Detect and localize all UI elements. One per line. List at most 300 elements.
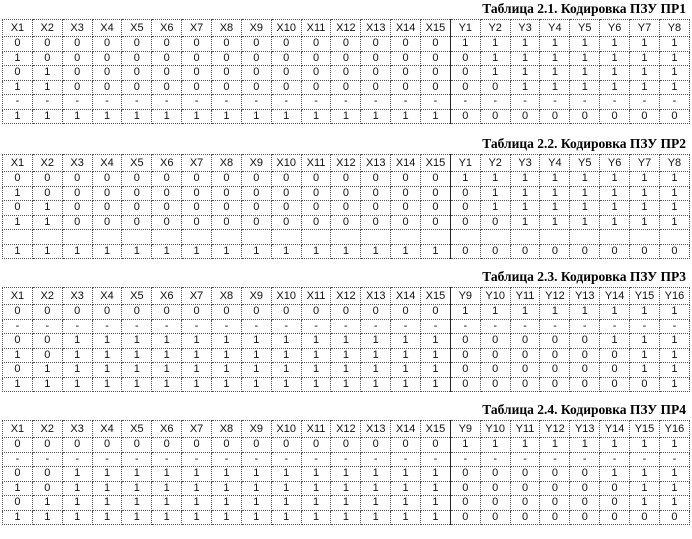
table-cell: - — [421, 319, 451, 334]
table-cell: 0 — [331, 80, 361, 95]
table-cell: 0 — [331, 201, 361, 216]
column-header: Y14 — [600, 288, 630, 305]
table-cell: 0 — [32, 305, 62, 320]
table-header-row — [3, 20, 690, 37]
table-cell: 1 — [540, 172, 570, 187]
table-cell: 0 — [3, 438, 33, 453]
table-cell: 1 — [212, 467, 242, 482]
table-cell: - — [301, 319, 331, 334]
table-cell: 0 — [361, 80, 391, 95]
table-cell: 1 — [630, 348, 660, 363]
table-cell: - — [600, 95, 630, 110]
table-cell: 0 — [182, 172, 212, 187]
table-cell: 0 — [122, 51, 152, 66]
column-header: X2 — [32, 288, 62, 305]
table-cell: 0 — [361, 305, 391, 320]
table-cell: 0 — [241, 172, 271, 187]
table-cell: 1 — [659, 467, 689, 482]
table-cell: 1 — [630, 80, 660, 95]
table-cell: 1 — [391, 363, 421, 378]
table-cell: 0 — [301, 186, 331, 201]
table-cell: 0 — [331, 305, 361, 320]
table-cell: 0 — [32, 438, 62, 453]
table-cell: 1 — [331, 363, 361, 378]
table-cell: 1 — [212, 363, 242, 378]
table-cell: 0 — [122, 80, 152, 95]
table-cell: 0 — [62, 66, 92, 81]
table-cell: 0 — [421, 51, 451, 66]
table-cell: 0 — [32, 51, 62, 66]
table-cell: 0 — [3, 467, 33, 482]
table-cell: 1 — [540, 305, 570, 320]
table-row — [3, 186, 690, 201]
table-cell: 0 — [540, 496, 570, 511]
table-cell: 0 — [450, 201, 480, 216]
table-cell: 0 — [32, 334, 62, 349]
table-cell: 1 — [540, 438, 570, 453]
table-cell: 0 — [241, 80, 271, 95]
table-cell: 0 — [570, 363, 600, 378]
table-cell: - — [3, 95, 33, 110]
table-cell: 0 — [62, 51, 92, 66]
table-cell: 0 — [510, 481, 540, 496]
column-header: X14 — [391, 20, 421, 37]
table-cell: 1 — [182, 510, 212, 525]
column-header: Y16 — [659, 288, 689, 305]
table-cell: 0 — [152, 438, 182, 453]
table-cell: - — [630, 95, 660, 110]
table-cell: 0 — [32, 172, 62, 187]
table-cell: - — [271, 95, 301, 110]
column-header: X5 — [122, 421, 152, 438]
column-header: X4 — [92, 421, 122, 438]
table-cell: 0 — [600, 377, 630, 392]
table-cell: 0 — [421, 215, 451, 230]
table-cell: 1 — [659, 37, 689, 52]
column-header: Y3 — [510, 20, 540, 37]
table-cell: 0 — [212, 37, 242, 52]
table-cell: 1 — [182, 348, 212, 363]
table-cell: 1 — [92, 109, 122, 124]
table-cell: 1 — [241, 496, 271, 511]
table-cell: 1 — [361, 334, 391, 349]
table-cell: 1 — [212, 377, 242, 392]
table-cell: 0 — [391, 172, 421, 187]
table-cell: 1 — [92, 377, 122, 392]
column-header: X13 — [361, 421, 391, 438]
table-cell: 0 — [361, 186, 391, 201]
table-cell: 1 — [600, 438, 630, 453]
table-cell: 1 — [510, 305, 540, 320]
table-cell: 1 — [361, 244, 391, 259]
column-header: Y6 — [600, 20, 630, 37]
table-cell: 1 — [241, 109, 271, 124]
table-cell: - — [659, 452, 689, 467]
table-cell: 1 — [3, 186, 33, 201]
table-row — [3, 319, 690, 334]
table-cell: 0 — [659, 109, 689, 124]
table-cell: 0 — [540, 467, 570, 482]
table-cell: 0 — [271, 201, 301, 216]
table-cell: 1 — [32, 66, 62, 81]
table-cell: 1 — [32, 510, 62, 525]
table-cell: 1 — [540, 51, 570, 66]
table-cell: 1 — [152, 334, 182, 349]
table-cell: 0 — [212, 80, 242, 95]
table-cell: 0 — [361, 201, 391, 216]
table-cell: 1 — [630, 305, 660, 320]
table-cell: 0 — [122, 66, 152, 81]
table-cell: 1 — [630, 481, 660, 496]
table-cell — [510, 230, 540, 245]
table-cell: 0 — [212, 438, 242, 453]
column-header: X5 — [122, 288, 152, 305]
table-row — [3, 201, 690, 216]
table-cell: 1 — [301, 377, 331, 392]
table-cell: 0 — [600, 348, 630, 363]
table-cell: 1 — [391, 334, 421, 349]
table-cell: - — [122, 319, 152, 334]
table-cell: - — [122, 452, 152, 467]
table-cell: 0 — [152, 215, 182, 230]
column-header: Y9 — [450, 421, 480, 438]
table-cell: 0 — [510, 334, 540, 349]
table-cell: 0 — [510, 377, 540, 392]
table-row — [3, 51, 690, 66]
table-cell: 0 — [122, 215, 152, 230]
table-cell: 0 — [241, 201, 271, 216]
table-cell: 1 — [391, 481, 421, 496]
table-cell: 0 — [241, 186, 271, 201]
table-cell: 1 — [540, 80, 570, 95]
table-cell: 0 — [540, 334, 570, 349]
table-cell: 0 — [301, 215, 331, 230]
column-header: X2 — [32, 421, 62, 438]
table-cell: 1 — [241, 377, 271, 392]
column-header: X3 — [62, 20, 92, 37]
table-cell: 1 — [570, 438, 600, 453]
table-cell: - — [391, 452, 421, 467]
column-header: X10 — [271, 155, 301, 172]
table-cell: 0 — [32, 467, 62, 482]
table-cell: - — [540, 452, 570, 467]
table-cell: 1 — [659, 172, 689, 187]
table-cell: 1 — [3, 481, 33, 496]
table-cell: 0 — [62, 172, 92, 187]
table-cell: 1 — [331, 481, 361, 496]
table-cell: 0 — [182, 80, 212, 95]
table-cell: 0 — [92, 305, 122, 320]
column-header: Y1 — [450, 155, 480, 172]
table-cell: - — [182, 319, 212, 334]
table-cell: 0 — [301, 201, 331, 216]
table-cell — [659, 230, 689, 245]
table-cell: 1 — [182, 496, 212, 511]
table-cell: 1 — [540, 201, 570, 216]
table-cell: 0 — [152, 51, 182, 66]
table-cell: - — [62, 452, 92, 467]
table-cell: - — [3, 452, 33, 467]
table-row — [3, 377, 690, 392]
table-cell: 1 — [570, 186, 600, 201]
table-cell: 1 — [3, 244, 33, 259]
table-cell: 1 — [152, 244, 182, 259]
table-cell: 1 — [450, 172, 480, 187]
table-cell: - — [570, 452, 600, 467]
table-cell: 0 — [510, 496, 540, 511]
column-header: Y8 — [659, 155, 689, 172]
table-cell: 0 — [92, 172, 122, 187]
table-1-title: Таблица 2.1. Кодировка ПЗУ ПР1 — [482, 1, 686, 16]
table-cell: 0 — [421, 37, 451, 52]
table-cell: 0 — [301, 438, 331, 453]
table-cell: 1 — [659, 186, 689, 201]
table-cell: 0 — [62, 80, 92, 95]
table-cell: 1 — [62, 348, 92, 363]
table-cell: - — [331, 319, 361, 334]
table-cell: 0 — [271, 186, 301, 201]
table-cell: 1 — [122, 467, 152, 482]
table-cell: 1 — [32, 201, 62, 216]
table-cell: 1 — [421, 244, 451, 259]
table-cell: 0 — [450, 80, 480, 95]
table-cell: - — [271, 319, 301, 334]
table-cell: - — [480, 319, 510, 334]
column-header: X12 — [331, 155, 361, 172]
table-cell: 0 — [182, 305, 212, 320]
table-row — [3, 66, 690, 81]
table-cell: 1 — [92, 510, 122, 525]
table-cell: 0 — [301, 172, 331, 187]
column-header: Y16 — [659, 421, 689, 438]
table-cell: 0 — [480, 244, 510, 259]
table-cell: 0 — [480, 348, 510, 363]
table-cell: 0 — [421, 172, 451, 187]
column-header: X15 — [421, 421, 451, 438]
table-1 — [2, 19, 690, 124]
table-row — [3, 215, 690, 230]
table-row — [3, 230, 690, 245]
table-cell: - — [450, 452, 480, 467]
table-cell: 1 — [570, 305, 600, 320]
table-cell: 1 — [570, 37, 600, 52]
table-cell: 0 — [122, 201, 152, 216]
table-cell — [122, 230, 152, 245]
table-cell: - — [241, 95, 271, 110]
table-cell: - — [659, 319, 689, 334]
table-cell: 0 — [450, 109, 480, 124]
table-header-row — [3, 155, 690, 172]
table-cell: 0 — [480, 334, 510, 349]
table-cell — [331, 230, 361, 245]
table-cell: 0 — [570, 467, 600, 482]
table-cell: 1 — [391, 467, 421, 482]
table-cell: 1 — [391, 348, 421, 363]
table-cell: 0 — [510, 244, 540, 259]
table-cell: 0 — [450, 481, 480, 496]
table-cell: 1 — [570, 66, 600, 81]
table-cell: 1 — [62, 510, 92, 525]
table-cell: 0 — [271, 80, 301, 95]
table-cell: 0 — [600, 496, 630, 511]
table-cell: 0 — [540, 244, 570, 259]
table-cell: 0 — [659, 244, 689, 259]
column-header: X9 — [241, 421, 271, 438]
table-cell: 1 — [540, 215, 570, 230]
table-cell — [450, 230, 480, 245]
table-cell: 0 — [540, 348, 570, 363]
table-cell: 1 — [659, 377, 689, 392]
table-cell: 1 — [92, 467, 122, 482]
column-header: X11 — [301, 155, 331, 172]
column-header: Y4 — [540, 155, 570, 172]
table-cell: - — [271, 452, 301, 467]
table-cell: 0 — [3, 363, 33, 378]
table-cell — [301, 230, 331, 245]
table-cell: 0 — [540, 481, 570, 496]
table-cell — [480, 230, 510, 245]
column-header: X5 — [122, 20, 152, 37]
table-cell: 0 — [271, 438, 301, 453]
table-cell: 0 — [480, 510, 510, 525]
table-cell: 0 — [92, 51, 122, 66]
table-cell: 0 — [630, 109, 660, 124]
table-cell: 0 — [331, 51, 361, 66]
table-cell: 0 — [570, 510, 600, 525]
table-cell: 1 — [391, 377, 421, 392]
column-header: Y4 — [540, 20, 570, 37]
table-cell: 0 — [92, 66, 122, 81]
table-cell: 1 — [212, 244, 242, 259]
table-cell: 0 — [32, 37, 62, 52]
table-cell: - — [32, 95, 62, 110]
table-cell: - — [241, 319, 271, 334]
column-header: X14 — [391, 421, 421, 438]
table-cell: 1 — [152, 510, 182, 525]
column-header: Y6 — [600, 155, 630, 172]
table-cell: 1 — [271, 348, 301, 363]
table-cell: 0 — [271, 51, 301, 66]
table-cell: 0 — [271, 37, 301, 52]
column-header: X11 — [301, 421, 331, 438]
table-cell: 1 — [630, 496, 660, 511]
column-header: Y12 — [540, 288, 570, 305]
table-cell: 1 — [480, 172, 510, 187]
table-cell: 0 — [32, 481, 62, 496]
column-header: Y3 — [510, 155, 540, 172]
table-cell: 0 — [391, 186, 421, 201]
table-row — [3, 37, 690, 52]
table-cell: 0 — [450, 467, 480, 482]
table-cell: 1 — [659, 481, 689, 496]
column-header: Y13 — [570, 288, 600, 305]
table-cell: 0 — [510, 510, 540, 525]
table-cell: 1 — [331, 244, 361, 259]
table-cell: 1 — [152, 496, 182, 511]
table-cell: 1 — [659, 348, 689, 363]
table-cell: 1 — [480, 201, 510, 216]
table-cell: 1 — [301, 510, 331, 525]
table-header-row — [3, 421, 690, 438]
table-cell: 1 — [92, 244, 122, 259]
table-cell: 0 — [450, 186, 480, 201]
table-cell: 0 — [152, 80, 182, 95]
table-cell — [92, 230, 122, 245]
column-header: X10 — [271, 421, 301, 438]
table-cell: 0 — [62, 215, 92, 230]
table-cell: - — [301, 452, 331, 467]
column-header: X15 — [421, 288, 451, 305]
column-header: X8 — [212, 155, 242, 172]
table-cell: 1 — [570, 201, 600, 216]
table-cell: 0 — [480, 481, 510, 496]
table-cell: - — [659, 95, 689, 110]
table-cell: 0 — [421, 80, 451, 95]
table-cell: 0 — [212, 66, 242, 81]
table-cell: 0 — [182, 438, 212, 453]
table-cell: 1 — [421, 496, 451, 511]
table-cell — [421, 230, 451, 245]
table-cell: - — [32, 452, 62, 467]
table-cell: - — [450, 319, 480, 334]
table-cell: - — [600, 452, 630, 467]
table-cell: 1 — [212, 348, 242, 363]
table-cell: 1 — [241, 510, 271, 525]
table-cell: 1 — [3, 109, 33, 124]
table-cell: 0 — [122, 305, 152, 320]
table-cell: 1 — [361, 363, 391, 378]
column-header: X14 — [391, 155, 421, 172]
table-cell: 0 — [152, 305, 182, 320]
table-cell: 0 — [361, 438, 391, 453]
table-cell: 1 — [659, 305, 689, 320]
table-cell: - — [450, 95, 480, 110]
table-cell: 1 — [361, 467, 391, 482]
table-cell — [241, 230, 271, 245]
table-cell: 1 — [600, 51, 630, 66]
table-cell: 0 — [421, 305, 451, 320]
table-cell: 0 — [331, 66, 361, 81]
table-cell: - — [212, 452, 242, 467]
table-cell: 0 — [450, 377, 480, 392]
table-cell: 1 — [182, 481, 212, 496]
table-cell: 0 — [450, 334, 480, 349]
column-header: Y14 — [600, 421, 630, 438]
table-cell: 1 — [182, 467, 212, 482]
table-cell: 0 — [570, 109, 600, 124]
table-cell: - — [62, 95, 92, 110]
table-cell: 0 — [152, 201, 182, 216]
table-cell: 1 — [92, 481, 122, 496]
table-cell: 0 — [600, 481, 630, 496]
table-cell: - — [540, 319, 570, 334]
table-cell: 1 — [122, 109, 152, 124]
table-cell: 0 — [391, 438, 421, 453]
table-cell: 0 — [480, 496, 510, 511]
table-cell — [152, 230, 182, 245]
column-header: Y15 — [630, 421, 660, 438]
column-header: Y11 — [510, 288, 540, 305]
column-header: Y7 — [630, 20, 660, 37]
table-cell: 1 — [212, 496, 242, 511]
table-cell: - — [182, 95, 212, 110]
column-header: X11 — [301, 288, 331, 305]
table-cell: 1 — [361, 481, 391, 496]
column-header: X6 — [152, 155, 182, 172]
column-header: X13 — [361, 155, 391, 172]
table-row — [3, 80, 690, 95]
table-cell: 0 — [92, 201, 122, 216]
